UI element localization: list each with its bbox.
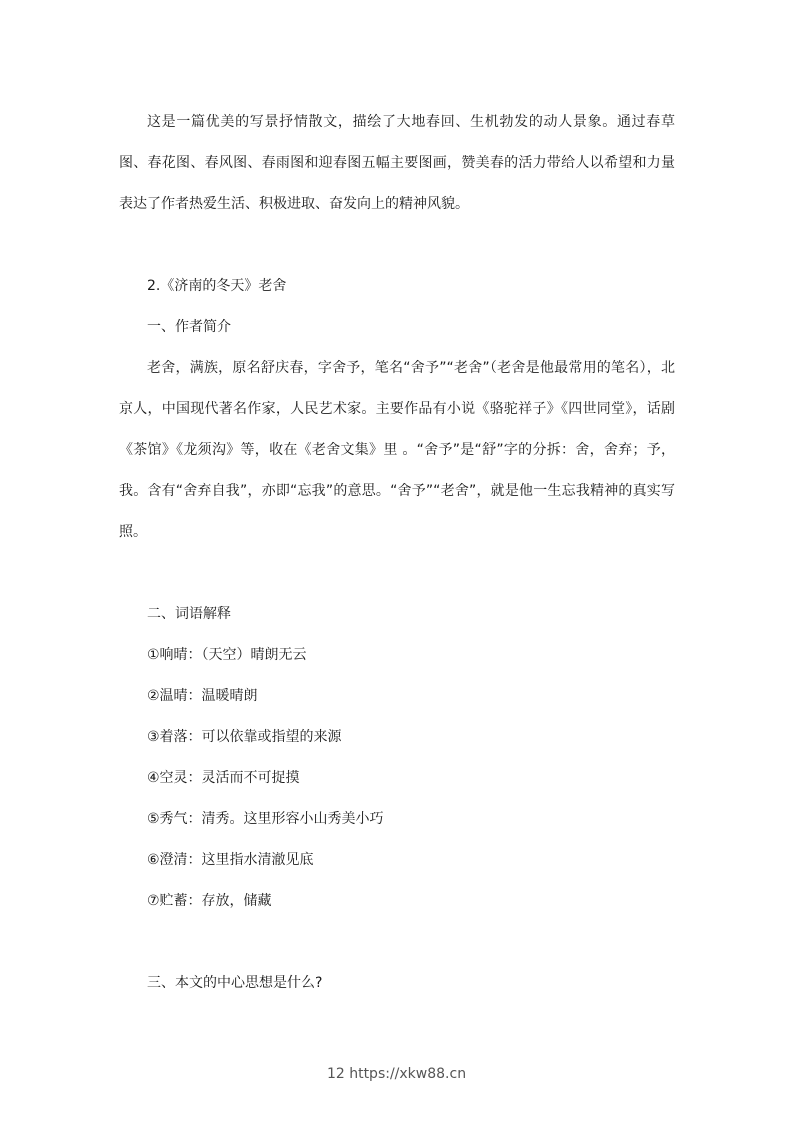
spacer bbox=[119, 553, 675, 594]
vocabulary-item: ①响晴：（天空）晴朗无云 bbox=[147, 647, 307, 663]
vocabulary-item: ⑦贮蓄：存放，储藏 bbox=[147, 893, 272, 909]
vocabulary-heading: 二、词语解释 bbox=[147, 606, 231, 622]
spacer bbox=[119, 225, 675, 266]
vocabulary-item: ⑤秀气：清秀。这里形容小山秀美小巧 bbox=[147, 811, 384, 827]
central-idea-heading: 三、本文的中心思想是什么? bbox=[147, 975, 323, 991]
intro-paragraph: 这是一篇优美的写景抒情散文，描绘了大地春回、生机勃发的动人景象。通过春草图、春花图、春风图、春雨图和迎春图五幅主要图画，赞美春的活力带给人以希望和力量表达了作者热爱生活、积极进取、奋发向上的精神风貌。 bbox=[119, 114, 675, 212]
vocabulary-item: ④空灵：灵活而不可捉摸 bbox=[147, 770, 300, 786]
page-footer: 12 https://xkw88.cn bbox=[326, 1066, 467, 1082]
spacer bbox=[119, 922, 675, 963]
section-title: 2.《济南的冬天》老舍 bbox=[147, 278, 287, 294]
author-intro-heading: 一、作者简介 bbox=[147, 319, 231, 335]
author-intro-paragraph: 老舍，满族，原名舒庆春，字舍予，笔名“舍予”“老舍”（老舍是他最常用的笔名），北京人，中国现代著名作家，人民艺术家。主要作品有小说《骆驼祥子》《四世同堂》，话剧《茶馆》《龙须沟》等，收在《老舍文集》里 。“舍予”是“舒”字的分拆：舍，舍弃；予，我。含有“舍弃自我”，亦即“忘我”的意思。“舍予”“老舍”，就是他一生忘我精神的真实写照。 bbox=[119, 360, 675, 540]
document-body bbox=[119, 102, 675, 1004]
vocabulary-item: ③着落：可以依靠或指望的来源 bbox=[147, 729, 342, 745]
vocabulary-item: ②温晴：温暖晴朗 bbox=[147, 688, 258, 704]
vocabulary-item: ⑥澄清：这里指水清澈见底 bbox=[147, 852, 314, 868]
